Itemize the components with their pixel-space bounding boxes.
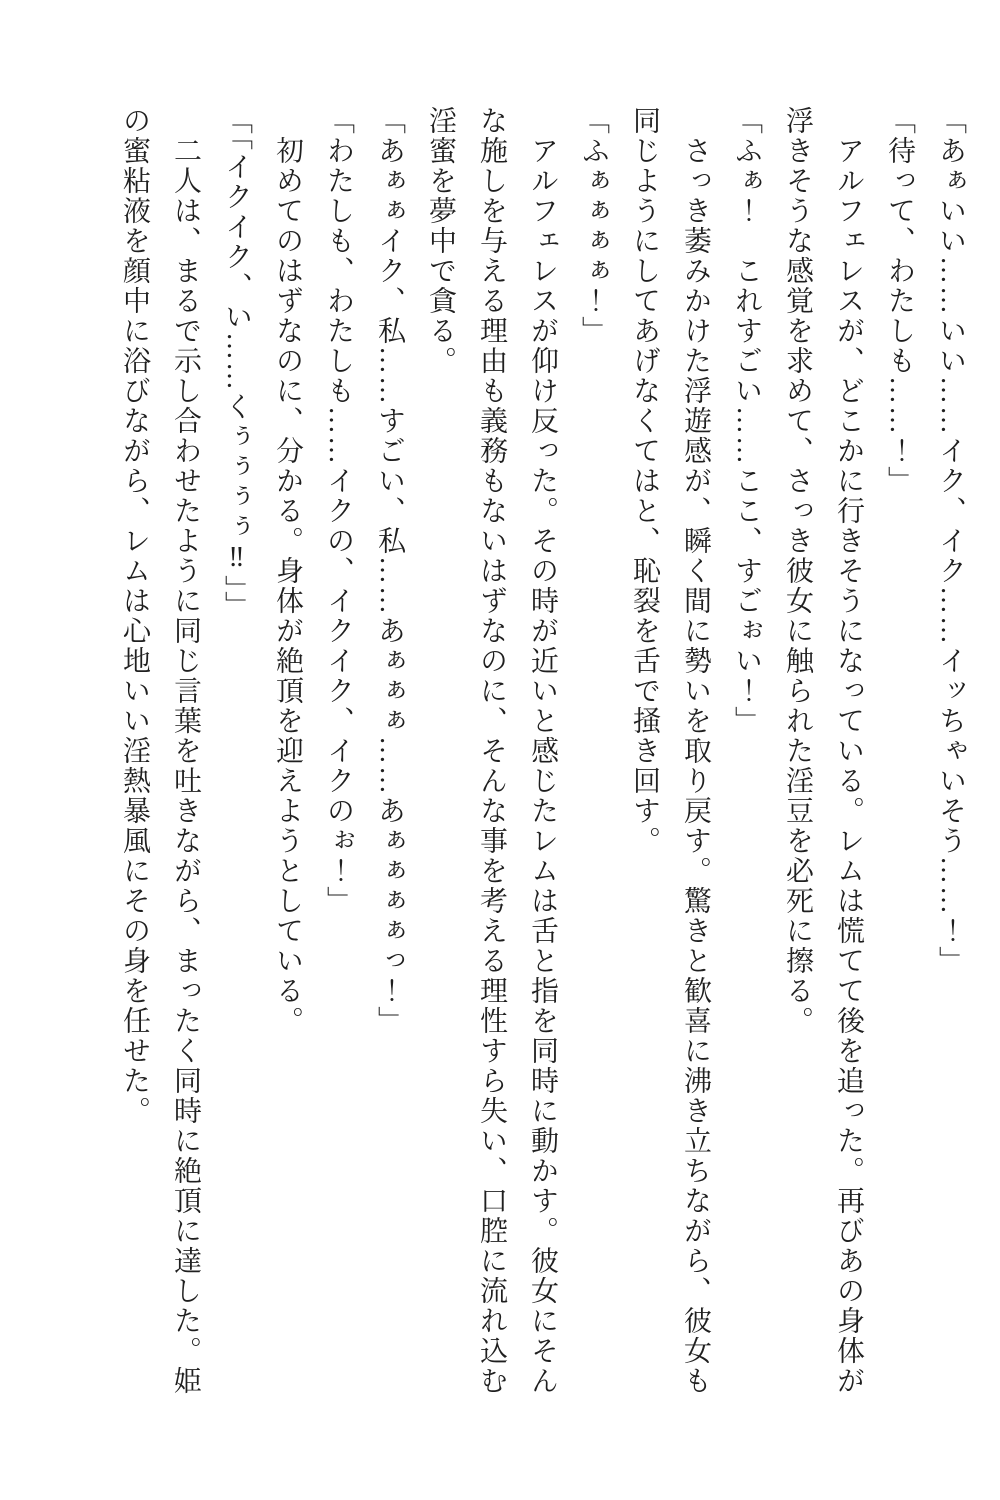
paragraph-dialogue-4: 「ふぁぁぁぁ！」 (578, 106, 609, 346)
paragraph-narrative-4: 初めてのはずなのに、分かる。身体が絶頂を迎えようとしている。 (272, 136, 303, 1036)
paragraph-narrative-1: アルフェレスが、どこかに行きそうになっている。レムは慌てて後を追った。再びあの身体が浮きそうな感覚を求めて、さっき彼女に触られた淫豆を必死に擦る。 (782, 106, 864, 1396)
paragraph-narrative-5: 二人は、まるで示し合わせたように同じ言葉を吐きながら、まったく同時に絶頂に達した。姫の蜜粘液を顔中に浴びながら、レムは心地いい淫熱暴風にその身を任せた。 (119, 106, 201, 1396)
paragraph-dialogue-3: 「ふぁ！ これすごい……ここ、すごぉい！」 (731, 106, 762, 736)
paragraph-dialogue-5: 「あぁぁイク、私……すごい、私……あぁぁぁ……あぁぁぁぁっ！」 (374, 106, 405, 1036)
paragraph-dialogue-7: 「「イクイク、い……くぅぅぅぅ‼」」 (221, 106, 252, 621)
paragraph-dialogue-6: 「わたしも、わたしも……イクの、イクイク、イクのぉ！」 (323, 106, 354, 916)
paragraph-dialogue-2: 「待って、わたしも……！」 (884, 106, 915, 496)
vertical-text-block (0, 106, 976, 1406)
paragraph-narrative-2: さっき萎みかけた浮遊感が、瞬く間に勢いを取り戻す。驚きと歓喜に沸き立ちながら、彼女も同じようにしてあげなくてはと、恥裂を舌で掻き回す。 (629, 106, 711, 1396)
paragraph-dialogue-1: 「あぁいい……いい……イク、イク……イッちゃいそう……！」 (935, 106, 966, 976)
paragraph-narrative-3: アルフェレスが仰け反った。その時が近いと感じたレムは舌と指を同時に動かす。彼女にそんな施しを与える理由も義務もないはずなのに、そんな事を考える理性すら失い、口腔に流れ込む淫蜜を夢中で貪る。 (425, 106, 558, 1396)
